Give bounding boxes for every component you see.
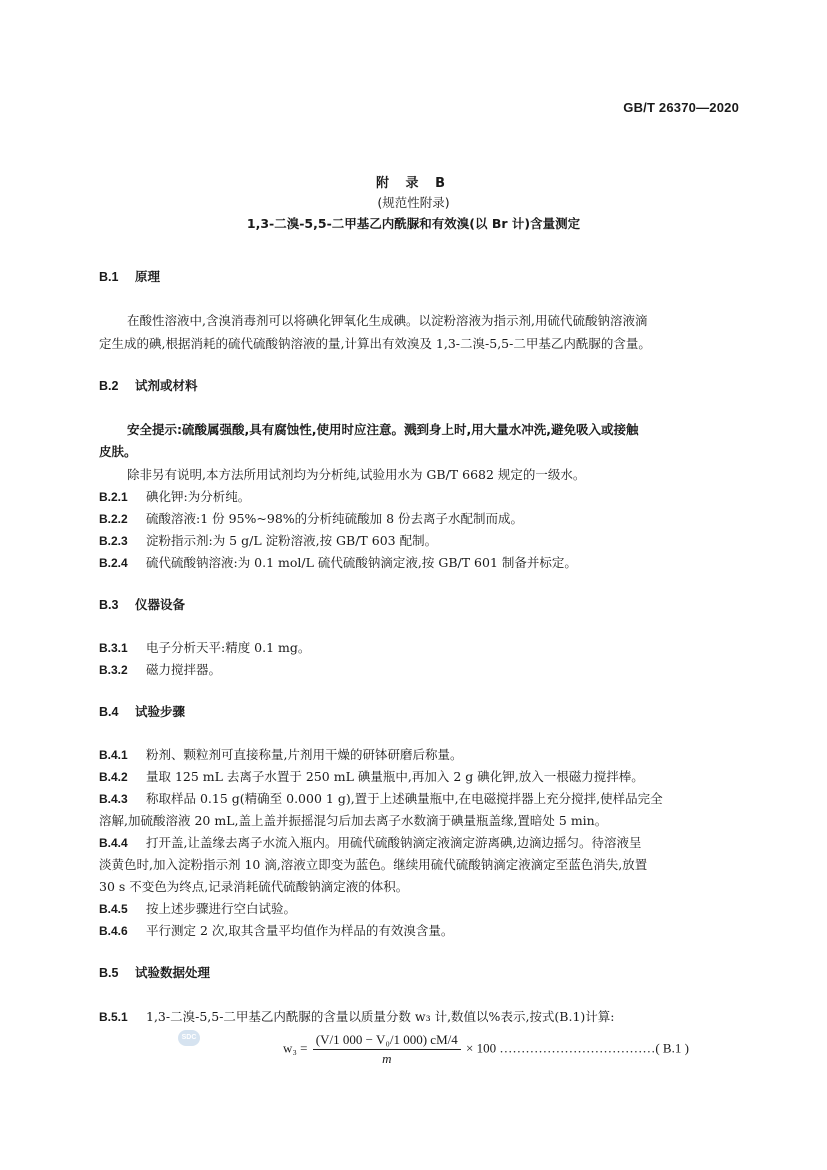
clause-b-2-3 [99, 533, 739, 549]
clause-number: B.2.4 [99, 556, 128, 570]
clause-text: 硫酸溶液:1 份 95%~98%的分析纯硫酸加 8 份去离子水配制而成。 [146, 511, 524, 526]
section-title: 原理 [135, 269, 161, 284]
clause-text: 1,3-二溴-5,5-二甲基乙内酰脲的含量以质量分数 w₃ 计,数值以%表示,按式(B.1)计算: [146, 1009, 615, 1024]
clause-number: B.4.6 [99, 924, 128, 938]
clause-b-4-6 [99, 923, 739, 939]
clause-b-3-2 [99, 662, 739, 678]
formula-denominator: m [382, 1051, 392, 1066]
clause-number: B.5.1 [99, 1010, 128, 1024]
section-title: 仪器设备 [135, 597, 186, 612]
clause-number: B.4.4 [99, 836, 128, 850]
section-number: B.4 [99, 705, 119, 719]
clause-b-2-4 [99, 555, 739, 571]
clause-continuation: 淡黄色时,加入淀粉指示剂 10 滴,溶液立即变为蓝色。继续用硫代硫酸钠滴定液滴定至蓝色消失,放置 [99, 857, 648, 872]
formula-lhs: w₃ = [283, 1040, 308, 1056]
section-number: B.2 [99, 379, 119, 393]
clause-text: 称取样品 0.15 g(精确至 0.000 1 g),置于上述碘量瓶中,在电磁搅拌器上充分搅拌,使样品完全 [146, 791, 663, 806]
clause-number: B.2.3 [99, 534, 128, 548]
clause-b-4-2 [99, 769, 739, 785]
clause-b-2-2 [99, 511, 739, 527]
appendix-title: 附 录 B [376, 176, 451, 191]
safety-notice-line: 安全提示:硫酸属强酸,具有腐蚀性,使用时应注意。溅到身上时,用大量水冲洗,避免吸入或接触 [127, 422, 639, 437]
section-title: 试验数据处理 [135, 965, 211, 980]
clause-number: B.3.2 [99, 663, 128, 677]
clause-b-2-1 [99, 489, 739, 505]
section-heading-b4 [99, 704, 739, 720]
clause-text: 粉剂、颗粒剂可直接称量,片剂用干燥的研钵研磨后称量。 [146, 747, 463, 762]
paragraph-line: 在酸性溶液中,含溴消毒剂可以将碘化钾氧化生成碘。以淀粉溶液为指示剂,用硫代硫酸钠溶液滴 [127, 313, 648, 328]
appendix-type: (规范性附录) [377, 195, 450, 210]
clause-number: B.4.5 [99, 902, 128, 916]
clause-text: 电子分析天平:精度 0.1 mg。 [146, 640, 311, 655]
paragraph-line: 除非另有说明,本方法所用试剂均为分析纯,试验用水为 GB/T 6682 规定的一级水。 [127, 467, 586, 482]
clause-text: 硫代硫酸钠溶液:为 0.1 mol/L 硫代硫酸钠滴定液,按 GB/T 601 制备并标定。 [146, 555, 577, 570]
section-number: B.1 [99, 270, 119, 284]
clause-continuation: 30 s 不变色为终点,记录消耗硫代硫酸钠滴定液的体积。 [99, 879, 409, 894]
clause-number: B.2.2 [99, 512, 128, 526]
clause-continuation: 溶解,加硫酸溶液 20 mL,盖上盖并振摇混匀后加去离子水数滴于碘量瓶盖缘,置暗处 5 min。 [99, 813, 608, 828]
clause-number: B.4.2 [99, 770, 128, 784]
clause-b-4-3 [99, 791, 739, 807]
section-title: 试剂或材料 [135, 378, 198, 393]
clause-text: 磁力搅拌器。 [146, 662, 222, 677]
clause-b-3-1 [99, 640, 739, 656]
clause-text: 平行测定 2 次,取其含量平均值作为样品的有效溴含量。 [146, 923, 454, 938]
formula-numerator: (V/1 000 − V₀/1 000) cM/4 [313, 1032, 461, 1050]
appendix-subject: 1,3-二溴-5,5-二甲基乙内酰脲和有效溴(以 Br 计)含量测定 [246, 216, 581, 231]
section-heading-b3 [99, 597, 739, 613]
section-heading-b5 [99, 965, 739, 981]
clause-b-4-4 [99, 835, 739, 851]
clause-text: 淀粉指示剂:为 5 g/L 淀粉溶液,按 GB/T 603 配制。 [146, 533, 438, 548]
formula-tail: × 100 ………………………………( B.1 ) [466, 1040, 689, 1056]
paragraph-line: 定生成的碘,根据消耗的硫代硫酸钠溶液的量,计算出有效溴及 1,3-二溴-5,5-二甲基乙内酰脲的含量。 [99, 336, 651, 351]
standard-number: GB/T 26370—2020 [623, 100, 739, 115]
clause-text: 量取 125 mL 去离子水置于 250 mL 碘量瓶中,再加入 2 g 碘化钾,放入一根磁力搅拌棒。 [146, 769, 644, 784]
clause-number: B.3.1 [99, 641, 128, 655]
sdc-watermark-logo: SDC [178, 1030, 200, 1046]
formula-b1 [283, 1032, 689, 1067]
section-number: B.3 [99, 598, 119, 612]
section-heading-b2 [99, 378, 739, 394]
clause-b-5-1 [99, 1009, 739, 1025]
clause-text: 打开盖,让盖缘去离子水流入瓶内。用硫代硫酸钠滴定液滴定游离碘,边滴边摇匀。待溶液呈 [146, 835, 642, 850]
clause-text: 按上述步骤进行空白试验。 [146, 901, 297, 916]
clause-b-4-5 [99, 901, 739, 917]
section-heading-b1 [99, 269, 739, 285]
clause-number: B.4.1 [99, 748, 128, 762]
formula-fraction [313, 1032, 461, 1067]
section-title: 试验步骤 [135, 704, 186, 719]
clause-text: 碘化钾:为分析纯。 [146, 489, 251, 504]
clause-b-4-1 [99, 747, 739, 763]
safety-notice-line: 皮肤。 [99, 444, 137, 459]
section-number: B.5 [99, 966, 119, 980]
clause-number: B.4.3 [99, 792, 128, 806]
clause-number: B.2.1 [99, 490, 128, 504]
